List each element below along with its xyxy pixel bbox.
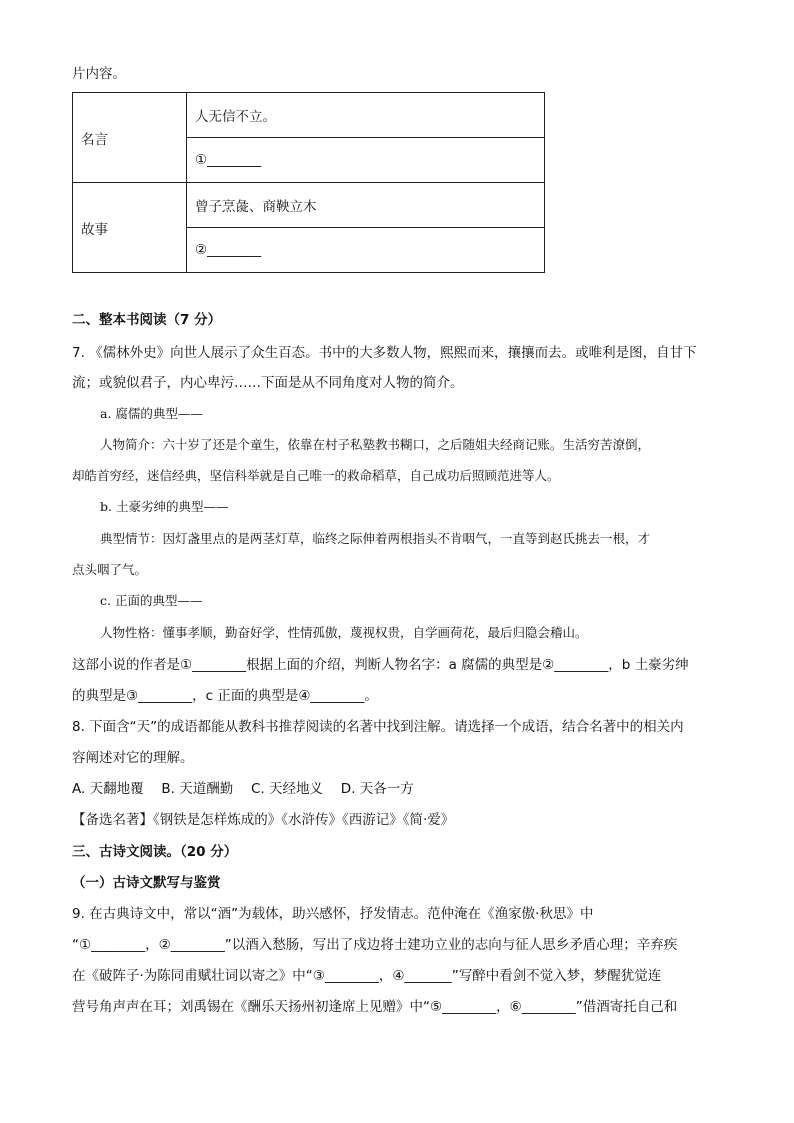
- q7-question: 这部小说的作者是①________根据上面的介绍，判断人物名字：a 腐儒的典型是②________，b 土豪劣绅: [72, 657, 689, 673]
- q7-a-title: a. 腐儒的典型——: [100, 406, 203, 421]
- q9-text: 9. 在古典诗文中，常以“酒”为载体，助兴感怀，抒发情志。范仲淹在《渔家傲·秋思》中: [72, 906, 594, 922]
- section-3-subheading: （一）古诗文默写与鉴赏: [72, 875, 221, 891]
- section-3-heading: 三、古诗文阅读。（20 分）: [72, 844, 238, 860]
- q9-text: 在《破阵子·为陈同甫赋壮词以寄之》中“③________，④_______”写醉中看剑不觉入梦，梦醒犹觉连: [72, 968, 662, 984]
- q7-text: 7. 《儒林外史》向世人展示了众生百态。书中的大多数人物，熙熙而来，攘攘而去。或唯利是图，自甘下: [72, 345, 697, 361]
- quote-table: [72, 92, 545, 273]
- answer-blank-cell[interactable]: ①________: [187, 138, 545, 183]
- table-row: [73, 93, 545, 138]
- q8-options: A. 天翻地覆 B. 天道酬勤 C. 天经地义 D. 天各一方: [72, 781, 414, 797]
- category-cell: 名言: [73, 93, 187, 183]
- q7-a-desc: 却皓首穷经，迷信经典，坚信科举就是自己唯一的救命稻草，自己成功后照顾范进等人。: [72, 468, 560, 483]
- q7-text: 流；或貌似君子，内心卑污……下面是从不同角度对人物的简介。: [72, 375, 464, 391]
- q7-a-desc: 人物简介：六十岁了还是个童生，依靠在村子私塾教书糊口，之后随姐夫经商记账。生活穷苦潦倒，: [100, 437, 651, 452]
- q9-text: “①________，②________”以酒入愁肠，写出了戍边将士建功立业的志向与征人思乡矛盾心理；辛弃疾: [72, 937, 678, 953]
- q8-books: 【备选名著】《钢铁是怎样炼成的》《水浒传》《西游记》《简·爱》: [72, 812, 455, 828]
- q7-c-desc: 人物性格：懂事孝顺，勤奋好学，性情孤傲，蔑视权贵，自学画荷花，最后归隐会稽山。: [100, 625, 588, 640]
- section-2-heading: 二、整本书阅读（7 分）: [72, 312, 222, 328]
- q7-question: 的典型是③________，c 正面的典型是④________。: [72, 688, 378, 704]
- q7-b-desc: 典型情节：因灯盏里点的是两茎灯草，临终之际伸着两根指头不肯咽气，一直等到赵氏挑去一根，才: [100, 531, 651, 546]
- q7-b-title: b. 土豪劣绅的典型——: [100, 499, 229, 514]
- q8-text: 容阐述对它的理解。: [72, 750, 194, 766]
- q9-text: 营号角声声在耳；刘禹锡在《酬乐天扬州初逢席上见赠》中“⑤________，⑥________”借酒寄托自己和: [72, 999, 678, 1015]
- answer-blank-cell[interactable]: ②________: [187, 228, 545, 273]
- q7-c-title: c. 正面的典型——: [100, 593, 203, 608]
- q7-b-desc: 点头咽了气。: [72, 562, 148, 577]
- intro-fragment: 片内容。: [72, 66, 126, 82]
- table-row: [73, 183, 545, 228]
- item-cell: 人无信不立。: [187, 93, 545, 138]
- category-cell: 故事: [73, 183, 187, 273]
- item-cell: 曾子烹彘、商鞅立木: [187, 183, 545, 228]
- q8-text: 8. 下面含“天”的成语都能从教科书推荐阅读的名著中找到注解。请选择一个成语，结合名著中的相关内: [72, 719, 684, 735]
